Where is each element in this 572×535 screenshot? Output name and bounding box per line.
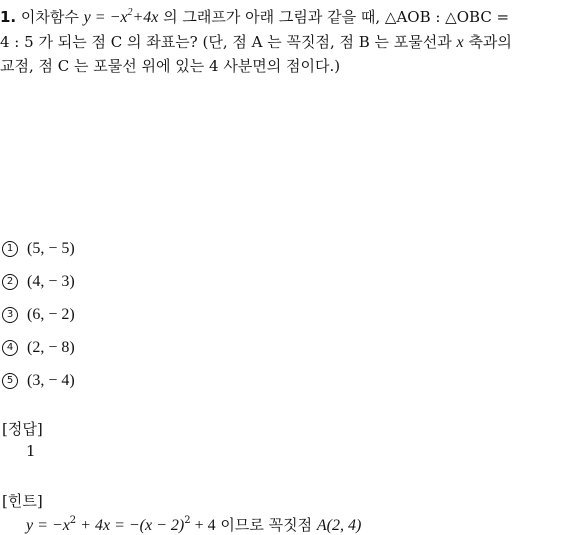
question-line-1 [0, 6, 509, 27]
choice-value: (6, − 2) [27, 306, 75, 323]
question-text: 이차함수 [20, 8, 79, 26]
question-text: 의 그래프가 아래 그림과 같을 때, △AOB : △OBC = [163, 8, 510, 26]
choice-number-icon: 5 [2, 373, 18, 389]
choice-value: (4, − 3) [27, 273, 75, 290]
choice-number-icon: 4 [2, 340, 18, 356]
answer-label: [정답] [2, 420, 43, 438]
choice-value: (5, − 5) [27, 240, 75, 257]
question-line-2: 4 : 5 가 되는 점 C 의 좌표는? (단, 점 A 는 꼭짓점, 점 B 는 포물선과 x 축과의 [0, 33, 512, 51]
choice-value: (2, − 8) [27, 339, 75, 356]
hint-label: [힌트] [2, 492, 43, 510]
choice-value: (3, − 4) [27, 372, 75, 389]
hint-text: $y = -x^2 + 4x = -(x - 2)^2 + 4$ 이므로 꼭짓점 A(2, 4) [26, 515, 362, 534]
choice-3[interactable] [2, 306, 75, 324]
choice-4[interactable] [2, 339, 75, 357]
choice-1[interactable] [2, 240, 75, 258]
choice-number-icon: 2 [2, 274, 18, 290]
choice-2[interactable] [2, 273, 75, 291]
choice-5[interactable] [2, 372, 75, 390]
function-expression: $y = -x^2+4x$ [83, 7, 159, 26]
choice-number-icon: 1 [2, 241, 18, 257]
choice-number-icon: 3 [2, 307, 18, 323]
question-line-3: 교점, 점 C 는 포물선 위에 있는 4 사분면의 점이다.) [0, 57, 341, 75]
answer-value: 1 [26, 442, 36, 460]
question-number: 1. [0, 8, 17, 26]
